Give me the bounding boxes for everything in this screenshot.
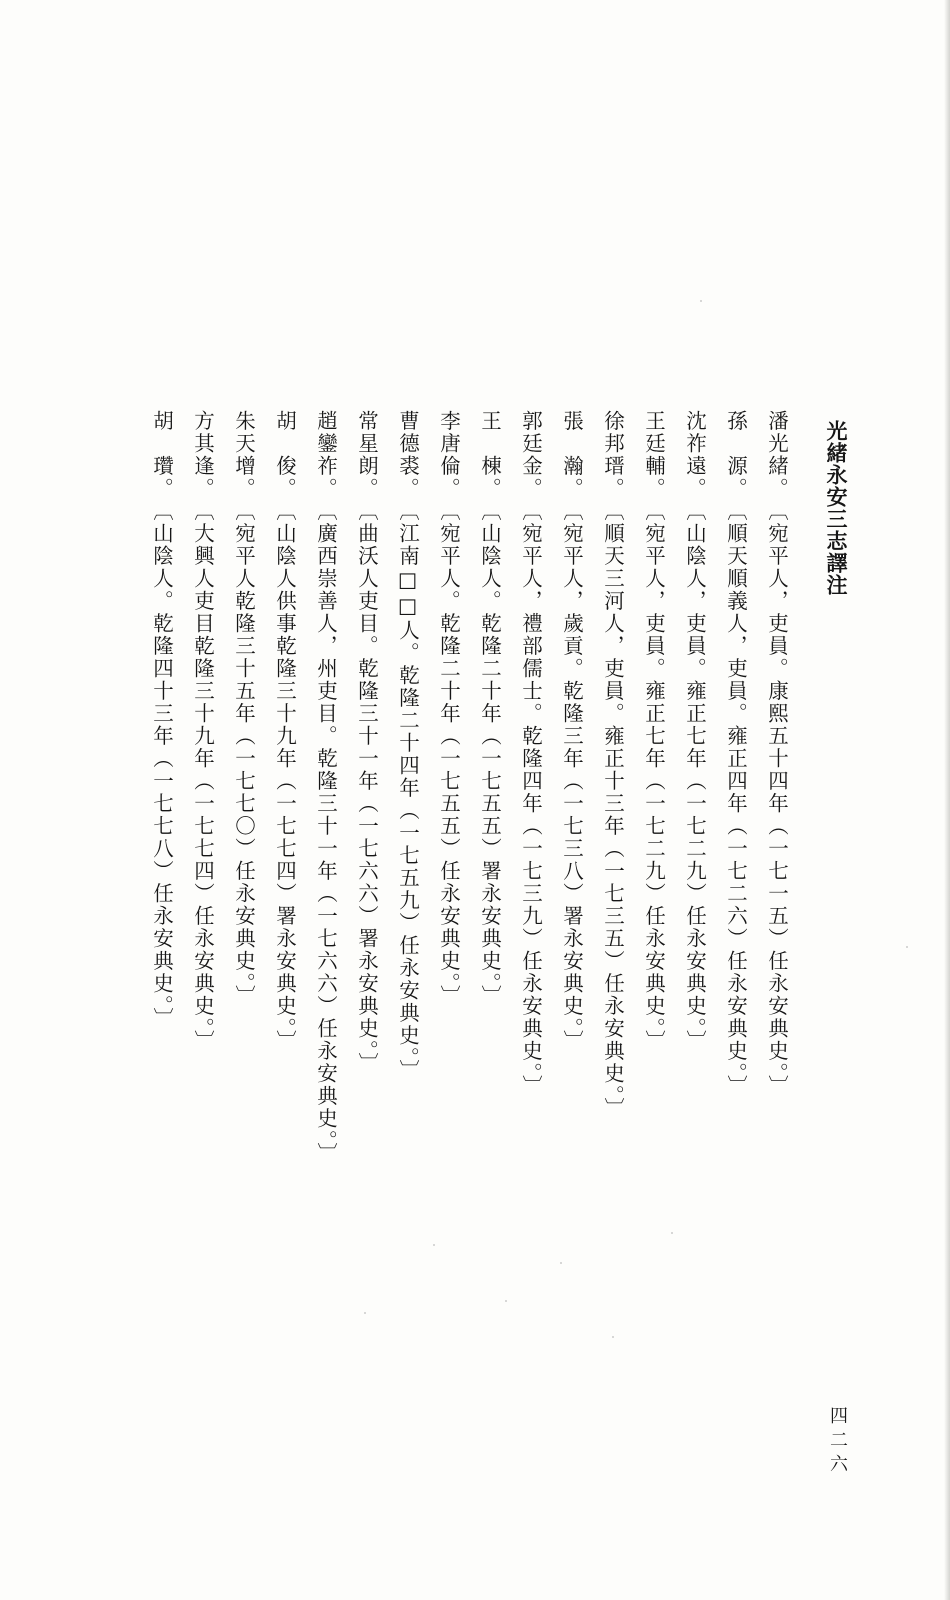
scan-speck xyxy=(560,1262,562,1264)
official-name: 胡 瓚。 xyxy=(149,410,174,500)
running-title: 光緒永安三志譯注 xyxy=(824,420,849,596)
official-note: 〔廣西崇善人，州吏目。乾隆三十一年（一七六六）任永安典史。〕 xyxy=(313,500,338,1165)
official-note: 〔宛平人，吏員。雍正七年（一七二九）任永安典史。〕 xyxy=(641,500,666,1053)
entry-column xyxy=(151,410,172,1030)
official-note: 〔山陰人。乾隆二十年（一七五五）署永安典史。〕 xyxy=(477,500,502,1008)
entry-column xyxy=(602,410,623,1120)
official-name: 朱天增。 xyxy=(231,410,256,500)
scan-speck xyxy=(671,1232,673,1234)
official-note: 〔大興人吏目乾隆三十九年（一七七四）任永安典史。〕 xyxy=(190,500,215,1053)
official-note: 〔山陰人，吏員。雍正七年（一七二九）任永安典史。〕 xyxy=(682,500,707,1053)
entry-column xyxy=(520,410,541,1097)
official-note: 〔宛平人，吏員。康熙五十四年（一七一五）任永安典史。〕 xyxy=(764,500,789,1098)
official-note: 〔江南□□人。乾隆二十四年（一七五九）任永安典史。〕 xyxy=(395,500,420,1082)
entry-column xyxy=(684,410,705,1052)
official-name: 張 瀚。 xyxy=(559,410,584,500)
entry-column xyxy=(479,410,500,1007)
official-name: 趙鑾祚。 xyxy=(313,410,338,500)
entry-column xyxy=(315,410,336,1165)
scan-speck xyxy=(505,1300,507,1302)
entry-column xyxy=(274,410,295,1052)
entry-column xyxy=(438,410,459,1007)
entry-column xyxy=(233,410,254,1007)
official-name: 沈祚遠。 xyxy=(682,410,707,500)
official-name: 曹德裘。 xyxy=(395,410,420,500)
official-note: 〔山陰人供事乾隆三十九年（一七七四）署永安典史。〕 xyxy=(272,500,297,1053)
official-note: 〔宛平人乾隆三十五年（一七七〇）任永安典史。〕 xyxy=(231,500,256,1008)
official-name: 常星朗。 xyxy=(354,410,379,500)
entry-column xyxy=(561,410,582,1052)
entry-column xyxy=(356,410,377,1075)
official-name: 郭廷金。 xyxy=(518,410,543,500)
page-edge-shadow xyxy=(944,0,950,1600)
entry-column xyxy=(725,410,746,1097)
scan-speck xyxy=(433,1244,435,1246)
entry-column xyxy=(192,410,213,1052)
official-note: 〔曲沃人吏目。乾隆三十一年（一七六六）署永安典史。〕 xyxy=(354,500,379,1075)
official-name: 潘光緒。 xyxy=(764,410,789,500)
entry-column xyxy=(766,410,787,1097)
entry-column xyxy=(397,410,418,1082)
entry-column xyxy=(643,410,664,1052)
official-note: 〔順天三河人，吏員。雍正十三年（一七三五）任永安典史。〕 xyxy=(600,500,625,1120)
official-note: 〔宛平人。乾隆二十年（一七五五）任永安典史。〕 xyxy=(436,500,461,1008)
official-note: 〔山陰人。乾隆四十三年（一七七八）任永安典史。〕 xyxy=(149,500,174,1030)
scan-speck xyxy=(612,1336,614,1338)
page-number: 四二六 xyxy=(827,1406,848,1478)
official-note: 〔宛平人，禮部儒士。乾隆四年（一七三九）任永安典史。〕 xyxy=(518,500,543,1098)
official-name: 李唐倫。 xyxy=(436,410,461,500)
official-name: 徐邦瑨。 xyxy=(600,410,625,500)
scan-speck xyxy=(700,300,702,302)
official-note: 〔順天順義人，吏員。雍正四年（一七二六）任永安典史。〕 xyxy=(723,500,748,1098)
scan-speck xyxy=(906,946,908,948)
official-name: 胡 俊。 xyxy=(272,410,297,500)
official-name: 方其逢。 xyxy=(190,410,215,500)
official-name: 孫 源。 xyxy=(723,410,748,500)
official-note: 〔宛平人，歲貢。乾隆三年（一七三八）署永安典史。〕 xyxy=(559,500,584,1053)
official-name: 王 棟。 xyxy=(477,410,502,500)
official-name: 王廷輔。 xyxy=(641,410,666,500)
scan-speck xyxy=(364,1312,366,1314)
